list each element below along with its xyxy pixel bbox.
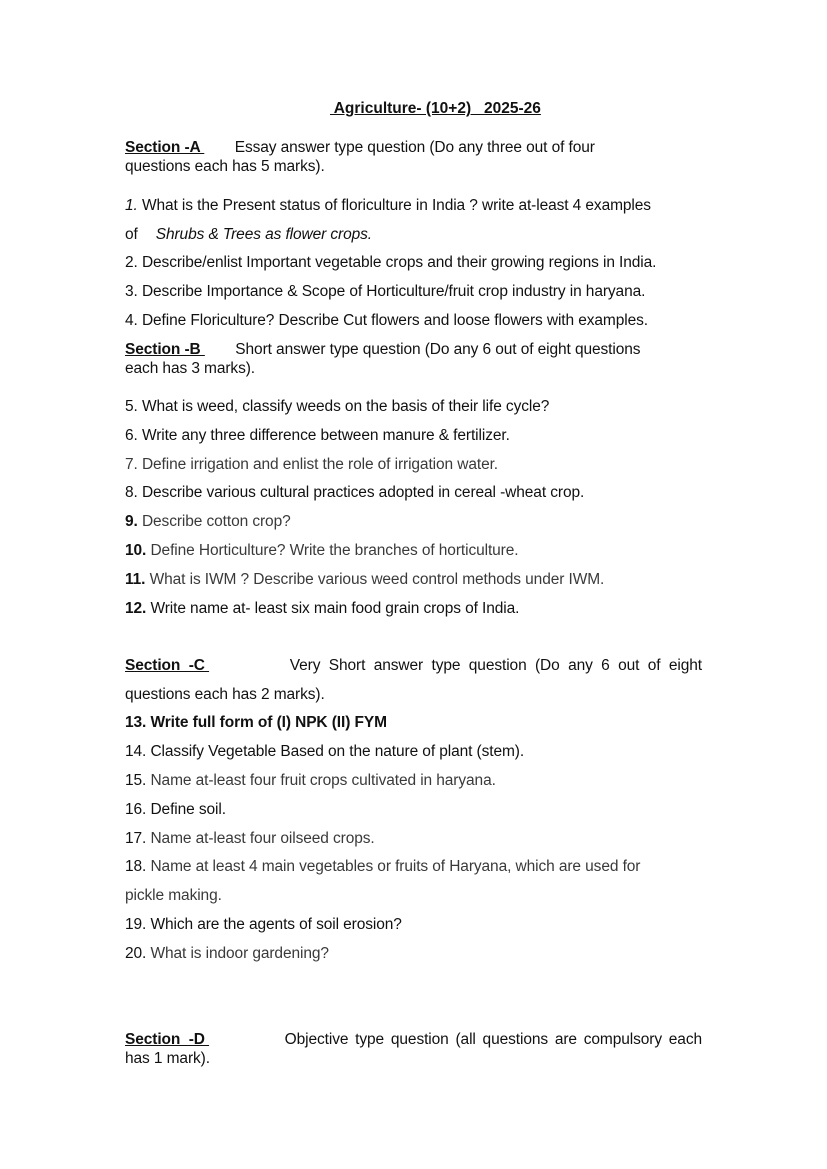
question-number: 19. <box>125 916 147 933</box>
section-d-description: Objective type question (all questions are compulsory each <box>284 1031 702 1048</box>
question-text: Define soil. <box>146 801 226 818</box>
question-number: 18. <box>125 858 147 875</box>
question-text: What is indoor gardening? <box>146 945 329 962</box>
question-16 <box>125 800 226 820</box>
question-number: 12. <box>125 600 147 617</box>
question-12 <box>125 599 519 619</box>
question-15 <box>125 771 496 791</box>
question-10 <box>125 541 518 561</box>
question-number: 16. <box>125 801 147 818</box>
question-number: 11. <box>125 571 146 588</box>
question-text-italic: Shrubs & Trees as flower crops. <box>155 226 373 243</box>
section-c-description: Very Short answer type question (Do any 6 out of eight <box>289 657 702 674</box>
section-b-description: Short answer type question (Do any 6 out of eight questions <box>235 341 641 358</box>
question-number: 15. <box>125 772 147 789</box>
question-20 <box>125 944 329 964</box>
question-18-continuation: pickle making. <box>125 887 222 904</box>
question-number: 14. <box>125 743 147 760</box>
question-text: Describe cotton crop? <box>137 513 291 530</box>
question-number: 2. <box>125 254 138 271</box>
question-13 <box>125 713 387 733</box>
question-7 <box>125 455 498 475</box>
section-a-label: Section -A <box>125 139 205 156</box>
question-1 <box>125 196 651 216</box>
question-6 <box>125 426 510 446</box>
question-5 <box>125 397 549 417</box>
section-b-header <box>125 340 640 360</box>
question-text: Name at-least four oilseed crops. <box>146 830 375 847</box>
section-a-header <box>125 138 595 158</box>
section-b-label: Section -B <box>125 341 205 358</box>
question-number: 9. <box>125 513 138 530</box>
question-3 <box>125 282 645 302</box>
question-text: of <box>125 226 138 243</box>
question-2 <box>125 253 656 273</box>
question-text: Which are the agents of soil erosion? <box>146 916 402 933</box>
question-text: Write name at- least six main food grain crops of India. <box>146 600 520 617</box>
section-a-description: Essay answer type question (Do any three out of four <box>234 139 595 156</box>
section-a-description-cont: questions each has 5 marks). <box>125 158 325 175</box>
question-text: Classify Vegetable Based on the nature of plant (stem). <box>146 743 525 760</box>
question-14 <box>125 742 524 762</box>
document-title: Agriculture- (10+2) 2025-26 <box>330 100 541 117</box>
section-c-label: Section -C <box>125 657 210 674</box>
question-text: Write full form of (I) NPK (II) FYM <box>146 714 387 731</box>
question-8 <box>125 483 584 503</box>
question-number: 13. <box>125 714 147 731</box>
question-text: Define irrigation and enlist the role of irrigation water. <box>137 456 498 473</box>
question-number: 7. <box>125 456 138 473</box>
question-number: 5. <box>125 398 138 415</box>
question-18 <box>125 857 640 877</box>
section-c-description-cont: questions each has 2 marks). <box>125 686 325 703</box>
question-text: Define Horticulture? Write the branches of horticulture. <box>146 542 519 559</box>
question-text: Describe/enlist Important vegetable crops and their growing regions in India. <box>137 254 657 271</box>
question-text: What is weed, classify weeds on the basis of their life cycle? <box>137 398 550 415</box>
question-11 <box>125 570 604 590</box>
question-text: Define Floriculture? Describe Cut flowers and loose flowers with examples. <box>137 312 648 329</box>
question-1-continuation <box>125 225 372 245</box>
question-19 <box>125 915 402 935</box>
question-text: What is the Present status of floriculture in India ? write at-least 4 examples <box>137 197 651 214</box>
section-d-description-cont: has 1 mark). <box>125 1050 210 1067</box>
section-c-header <box>125 656 702 676</box>
question-number: 1. <box>125 197 138 214</box>
question-text: Describe various cultural practices adopted in cereal -wheat crop. <box>137 484 585 501</box>
question-9 <box>125 512 291 532</box>
question-text: Name at-least four fruit crops cultivated in haryana. <box>146 772 496 789</box>
question-number: 8. <box>125 484 138 501</box>
question-number: 20. <box>125 945 147 962</box>
question-text: Name at least 4 main vegetables or fruits of Haryana, which are used for <box>146 858 641 875</box>
section-d-header <box>125 1030 702 1050</box>
section-b-description-cont: each has 3 marks). <box>125 360 256 377</box>
question-4 <box>125 311 648 331</box>
question-number: 4. <box>125 312 138 329</box>
question-text: What is IWM ? Describe various weed control methods under IWM. <box>145 571 605 588</box>
question-number: 17. <box>125 830 147 847</box>
question-number: 6. <box>125 427 138 444</box>
question-number: 3. <box>125 283 138 300</box>
question-text: Describe Importance & Scope of Horticulture/fruit crop industry in haryana. <box>137 283 646 300</box>
question-17 <box>125 829 375 849</box>
section-d-label: Section -D <box>125 1031 210 1048</box>
question-text: Write any three difference between manure & fertilizer. <box>137 427 510 444</box>
question-number: 10. <box>125 542 147 559</box>
